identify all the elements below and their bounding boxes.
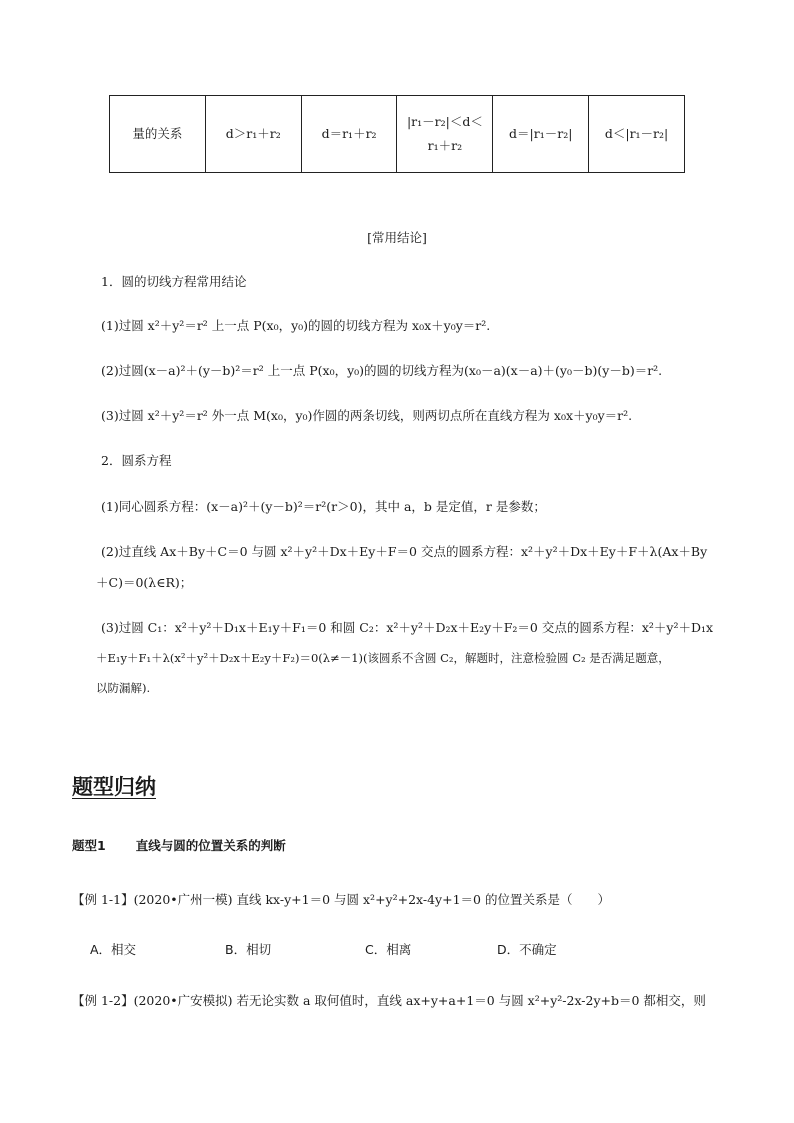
conclusion-2-3-line2: ＋E₁y＋F₁＋λ(x²＋y²＋D₂x＋E₂y＋F₂)＝0(λ≠－1)(该圆系不含圆 C₂，解题时，注意检验圆 C₂ 是否满足题意， [96, 651, 670, 665]
conclusion-1-2: (2)过圆(x－a)²＋(y－b)²＝r² 上一点 P(x₀，y₀)的圆的切线方程为(x₀－a)(x－a)＋(y₀－b)(y－b)＝r². [101, 363, 663, 378]
conclusion-2-3-line3: 以防漏解). [96, 681, 151, 695]
table-cell-intersect-line2: r₁＋r₂ [427, 138, 463, 153]
conclusion-heading-2: 2．圆系方程 [101, 453, 172, 468]
option-d: D．不确定 [497, 942, 557, 957]
option-c: C．相离 [365, 942, 412, 957]
section-heading-question-types: 题型归纳 [72, 775, 156, 799]
conclusion-heading-1: 1．圆的切线方程常用结论 [101, 274, 247, 289]
option-b: B．相切 [225, 942, 272, 957]
table-cell-separate: d＞r₁＋r₂ [205, 96, 301, 173]
question-type-1 [72, 836, 286, 854]
conclusion-1-3: (3)过圆 x²＋y²＝r² 外一点 M(x₀，y₀)作圆的两条切线，则两切点所在直线方程为 x₀x＋y₀y＝r². [101, 408, 633, 423]
option-a: A．相交 [90, 942, 137, 957]
conclusion-2-3-line1: (3)过圆 C₁：x²＋y²＋D₁x＋E₁y＋F₁＝0 和圆 C₂：x²＋y²＋D₂x＋E₂y＋F₂＝0 交点的圆系方程：x²＋y²＋D₁x [101, 620, 714, 635]
table-cell-contained: d＜|r₁－r₂| [589, 96, 685, 173]
table-cell-intersect-line1: |r₁－r₂|＜d＜ [406, 114, 483, 130]
question-type-label: 题型1 [72, 838, 106, 853]
example-1-2: 【例 1-2】(2020•广安模拟) 若无论实数 a 取何值时，直线 ax+y+a+1＝0 与圆 x²+y²-2x-2y+b＝0 都相交，则 [72, 993, 706, 1008]
relation-table [109, 95, 685, 173]
question-type-title: 直线与圆的位置关系的判断 [135, 838, 286, 853]
section-title: [常用结论] [367, 230, 427, 245]
example-1-1: 【例 1-1】(2020•广州一模) 直线 kx-y+1＝0 与圆 x²+y²+2x-4y+1＝0 的位置关系是（ ） [72, 892, 610, 907]
conclusion-1-1: (1)过圆 x²＋y²＝r² 上一点 P(x₀，y₀)的圆的切线方程为 x₀x＋y₀y＝r². [101, 318, 491, 333]
table-cell-external-tangent: d＝r₁＋r₂ [301, 96, 397, 173]
conclusion-2-2-line1: (2)过直线 Ax＋By＋C＝0 与圆 x²＋y²＋Dx＋Ey＋F＝0 交点的圆系方程：x²＋y²＋Dx＋Ey＋F＋λ(Ax＋By [101, 544, 708, 559]
conclusion-2-1: (1)同心圆系方程：(x－a)²＋(y－b)²＝r²(r＞0)，其中 a，b 是定值，r 是参数； [101, 499, 546, 514]
table-cell-internal-tangent: d＝|r₁－r₂| [493, 96, 589, 173]
conclusion-2-2-line2: ＋C)＝0(λ∈R)； [96, 575, 193, 590]
table-cell-quantity-relation: 量的关系 [110, 96, 206, 173]
table-cell-intersect [397, 96, 493, 173]
